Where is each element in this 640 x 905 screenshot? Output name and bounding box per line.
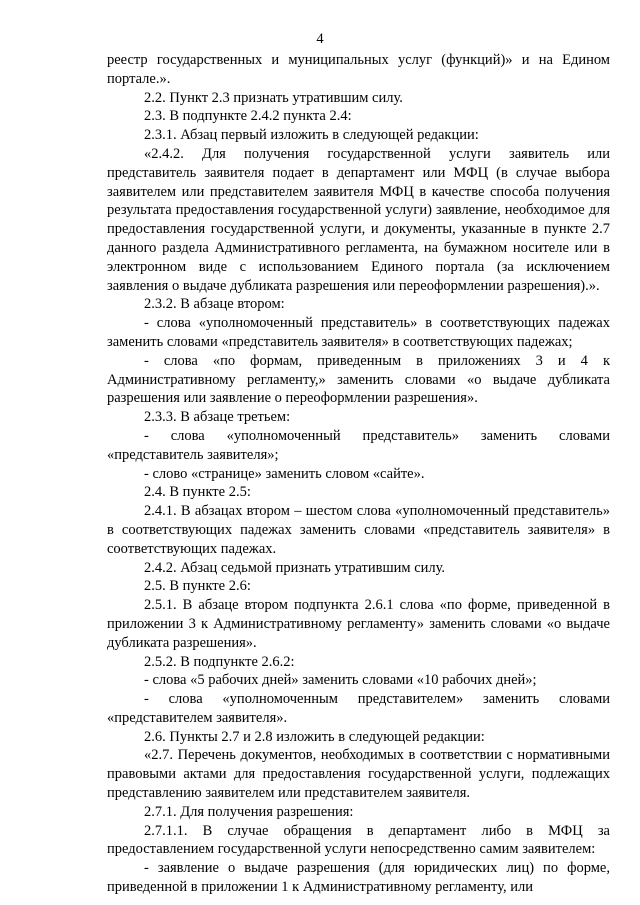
paragraph: 2.4.1. В абзацах втором – шестом слова «уполномоченный представитель» в соответствующих падежах заменить словами «представитель заявителя» в соответствующих падежах.	[107, 503, 610, 557]
paragraph: 2.7.1. Для получения разрешения:	[144, 803, 354, 820]
paragraph: 2.3.2. В абзаце втором:	[144, 296, 285, 313]
paragraph: 2.4. В пункте 2.5:	[144, 484, 251, 501]
paragraph: - слова «уполномоченным представителем» заменить словами «представителем заявителя».	[107, 691, 610, 726]
paragraph: 2.5.1. В абзаце втором подпункта 2.6.1 слова «по форме, приведенной в приложении 3 к Административному регламенту» заменить словами «о выдаче дубликата разрешения».	[107, 597, 610, 651]
paragraph: «2.4.2. Для получения государственной услуги заявитель или представитель заявителя подает в департамент или МФЦ (в случае выбора заявителем или представителем заявителя МФЦ в качестве способа получения результата предоставления государственной услуги) заявление, необходимое для предоставления государственной услуги, и документы, указанные в пункте 2.7 данного раздела Административного регламента, на бумажном носителе или в электронном виде с использованием Единого портала (за исключением заявления о выдаче дубликата разрешения или переоформлении разрешения).».	[107, 145, 610, 294]
page-number: 4	[316, 31, 324, 47]
paragraph: - слова «уполномоченный представитель» заменить словами «представитель заявителя»;	[107, 427, 610, 463]
paragraph: - заявление о выдаче разрешения (для юридических лиц) по форме, приведенной в приложении 1 к Административному регламенту, или	[107, 860, 610, 896]
paragraph: 2.5.2. В подпункте 2.6.2:	[144, 653, 295, 670]
paragraph: 2.3.3. В абзаце третьем:	[144, 409, 291, 426]
paragraph: - слово «странице» заменить словом «сайте».	[144, 465, 425, 482]
paragraph: реестр государственных и муниципальных услуг (функций)» и на Едином портале.».	[107, 52, 610, 87]
paragraph: 2.7.1.1. В случае обращения в департамент либо в МФЦ за предоставлением государственной услуги непосредственно самим заявителем:	[107, 822, 610, 858]
paragraph: 2.3. В подпункте 2.4.2 пункта 2.4:	[144, 108, 352, 125]
paragraph: 2.5. В пункте 2.6:	[144, 578, 251, 595]
paragraph: «2.7. Перечень документов, необходимых в соответствии с нормативными правовыми актами для предоставления государственной услуги, подлежащих представлению заявителем или представителем заявителя.	[107, 747, 610, 802]
paragraph: - слова «уполномоченный представитель» в соответствующих падежах заменить словами «представитель заявителя» в соответствующих падежах;	[107, 315, 610, 350]
paragraph: 2.3.1. Абзац первый изложить в следующей редакции:	[144, 127, 479, 144]
paragraph: - слова «5 рабочих дней» заменить словами «10 рабочих дней»;	[144, 672, 537, 689]
document-body	[107, 51, 610, 897]
paragraph: 2.4.2. Абзац седьмой признать утратившим силу.	[144, 559, 446, 576]
paragraph: - слова «по формам, приведенным в приложениях 3 и 4 к Административному регламенту,» заменить словами «о выдаче дубликата разрешения или заявление о переоформлении разрешения».	[107, 352, 610, 407]
paragraph: 2.6. Пункты 2.7 и 2.8 изложить в следующей редакции:	[144, 728, 485, 745]
paragraph: 2.2. Пункт 2.3 признать утратившим силу.	[144, 89, 403, 106]
